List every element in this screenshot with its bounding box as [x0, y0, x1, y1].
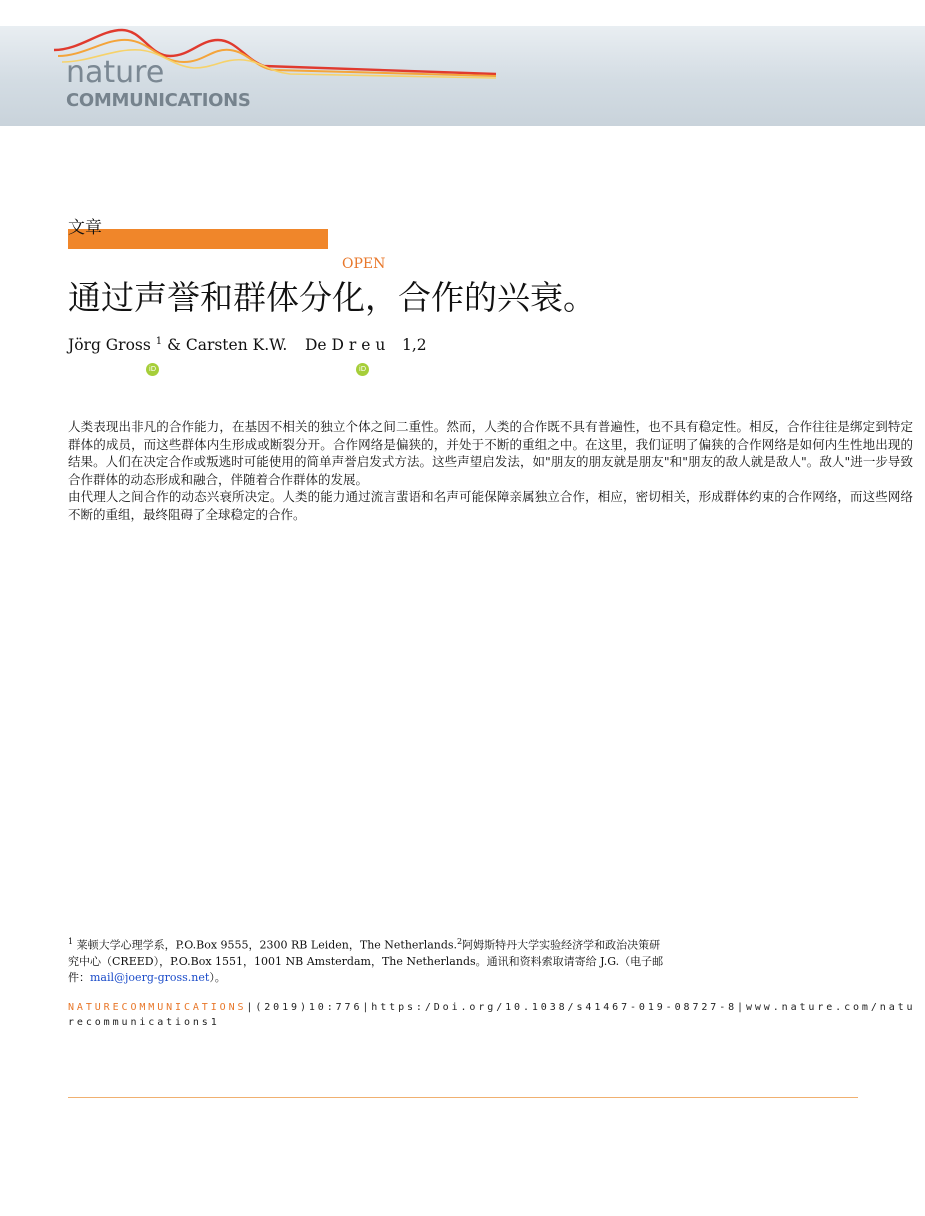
- abstract-paragraph: 由代理人之间合作的动态兴衰所决定。人类的能力通过流言蜚语和名声可能保障亲属独立合作，相应，密切相关，形成群体约束的合作网络，而这些网络不断的重组，最终阻碍了全球稳定的合作。: [68, 489, 913, 522]
- affiliation-marker: 1: [68, 937, 74, 946]
- email-link[interactable]: mail@joerg-gross.net: [90, 970, 210, 984]
- author-2-first-name[interactable]: Carsten K.W.: [185, 336, 288, 355]
- author-2-surname[interactable]: De D r e u: [305, 336, 386, 354]
- abstract-paragraph: 人类表现出非凡的合作能力，在基因不相关的独立个体之间二重性。然而，人类的合作既不具有普遍性，也不具有稳定性。相反，合作往往是绑定到特定群体的成员，而这些群体内生形成或断裂分开。合作网络是偏狭的，并处于不断的重组之中。在这里，我们证明了偏狭的合作网络是如何内生性地出现的结果。人们在决定合作或叛逃时可能使用的简单声誉启发式方法。这些声望启发法，如"朋友的朋友就是朋友"和"朋友的敌人就是敌人"。敌人"进一步导致合作群体的动态形成和融合，伴随着合作群体的发展。: [68, 419, 913, 487]
- logo-communications-text: COMMUNICATIONS: [66, 90, 251, 111]
- correspondence-suffix: ）。: [209, 970, 226, 984]
- open-access-badge: OPEN: [342, 256, 386, 272]
- footer-journal-name: NATURECOMMUNICATIONS: [68, 1002, 247, 1013]
- affiliation-1: 莱顿大学心理学系，P.O.Box 9555，2300 RB Leiden，The Netherlands.: [76, 938, 458, 952]
- footer-citation: [68, 1000, 920, 1030]
- affiliation-2: 阿姆斯特丹大学实验经济学和政治决策研究中心（CREED），P.O.Box 1551，1001 NB Amsterdam，The Netherlands。: [68, 938, 661, 968]
- footer-citation-text[interactable]: |(2019)10:776|https:/Doi.org/10.1038/s41467-019-08727-8|www.nature.com/naturecommunications1: [68, 1002, 916, 1028]
- correspondence-prefix: 通讯和资料索取请寄给 J.G.（电子邮件：: [68, 954, 664, 984]
- author-connector: &: [167, 336, 181, 355]
- author-1-affiliation: 1: [155, 336, 163, 347]
- logo-nature-text: nature: [66, 55, 165, 90]
- author-1-name[interactable]: Jörg Gross: [68, 336, 151, 355]
- article-type-bar: [68, 229, 328, 249]
- author-line: [68, 336, 287, 354]
- affiliation-marker: 2: [457, 937, 463, 946]
- article-type-label: 文章: [68, 218, 102, 238]
- abstract: [68, 418, 913, 523]
- orcid-icon[interactable]: iD: [146, 363, 159, 376]
- article-title: 通过声誉和群体分化，合作的兴衰。: [68, 278, 596, 317]
- affiliations-footnote: [68, 934, 668, 986]
- orcid-icon[interactable]: iD: [356, 363, 369, 376]
- author-2-affiliation: 1,2: [402, 336, 427, 354]
- footer-divider: [68, 1097, 858, 1098]
